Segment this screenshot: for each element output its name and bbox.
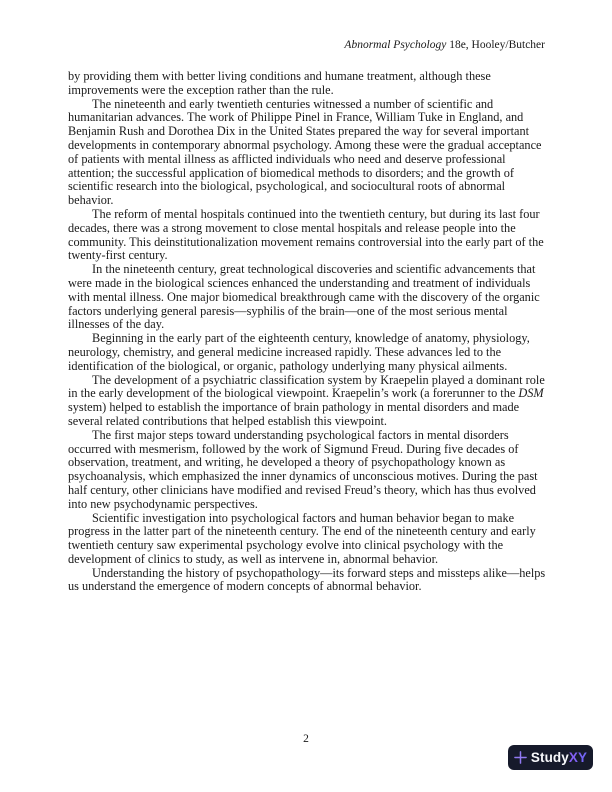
paragraph: Beginning in the early part of the eighteenth century, knowledge of anatomy, physiology, neurology, chemistry, and general medicine increased rapidly. These advances led to the identification of the biological, or organic, pathology underlying many physical ailments. — [68, 331, 530, 373]
page-footer — [0, 733, 612, 745]
brand-wordmark — [531, 750, 587, 765]
running-header — [344, 39, 545, 52]
edition-authors: 18e, Hooley/Butcher — [446, 39, 545, 51]
body-text — [68, 70, 546, 594]
plus-icon — [514, 751, 527, 764]
paragraph: The first major steps toward understanding psychological factors in mental disorders occurred with mesmerism, followed by the work of Sigmund Freud. During five decades of observation, treatment, and writing, he developed a theory of psychopathology known as psychoanalysis, which emphasized the inner dynamics of unconscious motives. During the past half century, other clinicians have modified and revised Freud’s theory, which has thus evolved into new psychodynamic perspectives. — [68, 427, 538, 511]
paragraph: The development of a psychiatric classification system by Kraepelin played a dominant role in the early development of the biological viewpoint. Kraepelin’s work (a forerunner to the DSM system) helped to establish the importance of brain pathology in mental disorders and made several related contributions that helped establish this viewpoint. — [68, 372, 545, 428]
brand-name-accent: XY — [568, 750, 588, 765]
brand-name-primary: Study — [530, 750, 569, 765]
paragraph: Scientific investigation into psychological factors and human behavior began to make progress in the latter part of the nineteenth century. The end of the nineteenth century and early twentieth century saw experimental psychology evolve into clinical psychology with the development of clinics to study, as well as intervene in, abnormal behavior. — [68, 510, 536, 566]
studyxy-badge[interactable] — [508, 745, 593, 770]
paragraph: Understanding the history of psychopathology—its forward steps and missteps alike—helps us understand the emergence of modern concepts of abnormal behavior. — [68, 565, 546, 594]
page-number: 2 — [303, 733, 309, 745]
paragraph: In the nineteenth century, great technological discoveries and scientific advancements that were made in the biological sciences enhanced the understanding and treatment of individuals with mental illness. One major biomedical breakthrough came with the discovery of the organic factors underlying general paresis—syphilis of the brain—one of the most serious mental illnesses of the day. — [68, 262, 540, 332]
paragraph: by providing them with better living conditions and humane treatment, although these improvements were the exception rather than the rule. — [68, 69, 491, 97]
paragraph: The reform of mental hospitals continued into the twentieth century, but during its last four decades, there was a strong movement to close mental hospitals and release people into the community. This deinstitutionalization movement remains controversial into the early part of the twenty-first century. — [68, 206, 544, 263]
paragraph: The nineteenth and early twentieth centuries witnessed a number of scientific and humanitarian advances. The work of Philippe Pinel in France, William Tuke in England, and Benjamin Rush and Dorothea Dix in the United States prepared the way for several important developments in contemporary abnormal psychology. Among these were the gradual acceptance of patients with mental illness as afflicted individuals who need and deserve professional attention; the successful application of biomedical methods to disorders; and the growth of scientific research into the biological, psychological, and sociocultural roots of abnormal behavior. — [68, 96, 542, 208]
book-title: Abnormal Psychology — [344, 39, 447, 51]
